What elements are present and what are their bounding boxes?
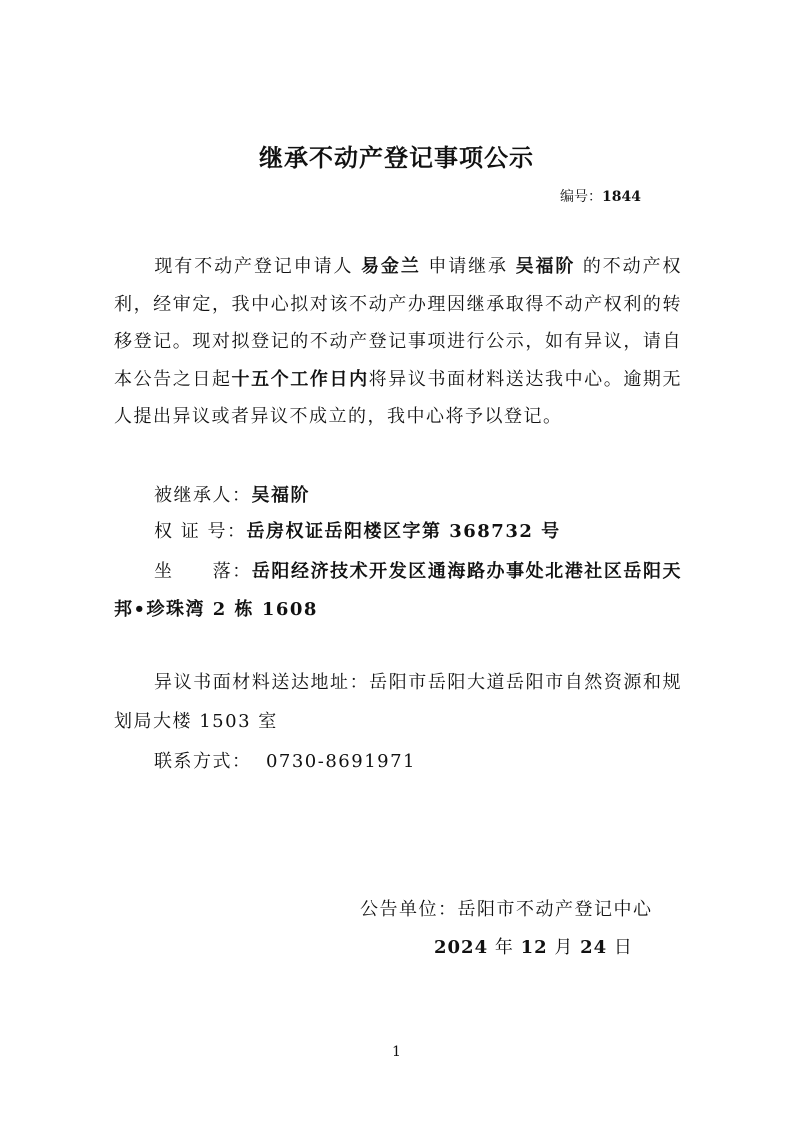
paragraph-text-4: 将异议书面材料送达我中心。逾期无人提出异议或者异议不成立的，我中心将予以登记。 — [114, 368, 683, 427]
paragraph-text-3: 的不动产权利，经审定，我中心拟对该不动产办理因继承取得不动产权利的转移登记。现对拟登记的不动产登记事项进行公示，如有异议，请自本公告之日起 — [114, 256, 682, 390]
decedent-name: 吴福阶 — [515, 256, 576, 277]
notice-date — [434, 933, 633, 959]
paragraph-text-1: 现有不动产登记申请人 — [154, 256, 362, 277]
certificate-number: 岳房权证岳阳楼区字第 368732 号 — [246, 521, 561, 542]
location-value: 岳阳经济技术开发区通海路办事处北港社区岳阳天邦•珍珠湾 2 栋 1608 — [114, 561, 683, 620]
inheritee-line — [154, 481, 310, 507]
contact-line — [154, 747, 416, 773]
date-month: 12 — [520, 937, 548, 958]
notice-title: 继承不动产登记事项公示 — [259, 144, 534, 172]
doc-number-value: 1844 — [602, 189, 641, 205]
date-year: 2024 — [434, 937, 489, 958]
paragraph-text-2: 申请继承 — [420, 256, 516, 277]
objection-address — [114, 663, 682, 741]
date-day: 24 — [580, 937, 608, 958]
date-year-char: 年 — [494, 937, 514, 958]
objection-address-text: 异议书面材料送达地址：岳阳市岳阳大道岳阳市自然资源和规划局大楼 1503 室 — [114, 672, 682, 732]
inheritee-label: 被继承人： — [154, 485, 252, 506]
issuer-signature: 公告单位：岳阳市不动产登记中心 — [360, 899, 653, 920]
certificate-label: 权 证 号： — [154, 521, 247, 542]
location-block — [114, 553, 682, 629]
date-month-char: 月 — [554, 937, 574, 958]
certificate-line — [154, 517, 561, 543]
notice-paragraph — [114, 248, 682, 436]
document-number — [560, 186, 680, 206]
contact-label: 联系方式： — [154, 751, 252, 772]
deadline-text: 十五个工作日内 — [231, 368, 369, 390]
doc-number-label: 编号： — [560, 189, 602, 205]
location-label: 坐 落： — [154, 561, 252, 582]
applicant-name: 易金兰 — [361, 256, 421, 277]
page-number: 1 — [392, 1044, 401, 1060]
contact-phone: 0730-8691971 — [265, 751, 417, 772]
inheritee-value: 吴福阶 — [251, 485, 310, 506]
date-day-char: 日 — [613, 937, 633, 958]
